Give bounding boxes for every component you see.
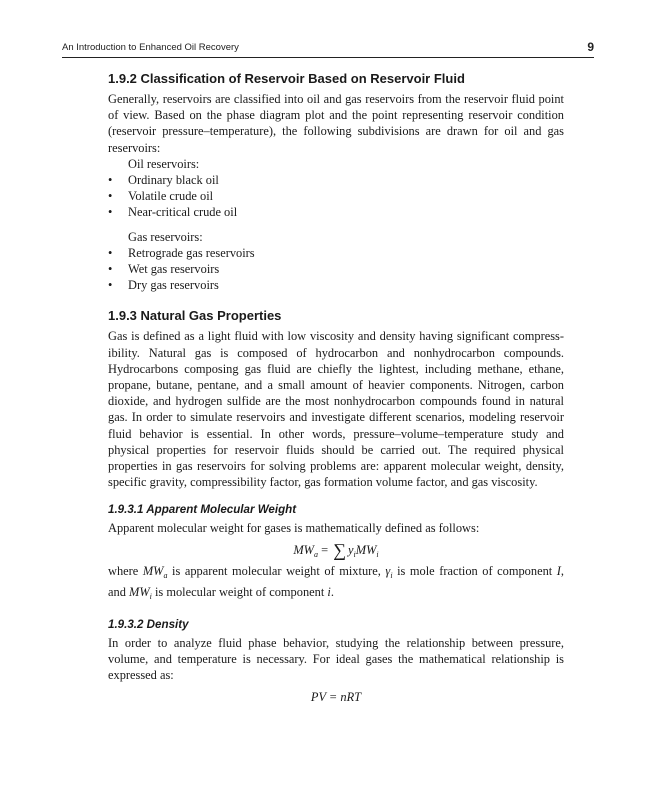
oil-reservoirs-list (108, 172, 564, 221)
heading-1-9-2: 1.9.2 Classification of Reservoir Based on Reservoir Fluid (108, 71, 465, 86)
bullet-icon: • (108, 189, 113, 204)
bullet-icon: • (108, 278, 113, 293)
list-item: • Near-critical crude oil (108, 205, 238, 220)
list-item: • Ordinary black oil (108, 173, 219, 188)
list-item: • Dry gas reservoirs (108, 278, 219, 293)
heading-1-9-3: 1.9.3 Natural Gas Properties (108, 308, 282, 324)
running-head-title: An Introduction to Enhanced Oil Recovery (62, 42, 239, 53)
bullet-icon: • (108, 245, 113, 260)
list-item: • Volatile crude oil (108, 189, 214, 204)
heading-1-9-3-1: 1.9.3.1 Apparent Molecular Weight (108, 503, 297, 517)
bullet-icon: • (108, 262, 113, 277)
running-head (62, 40, 594, 56)
bullet-icon: • (108, 173, 113, 188)
list-item: • Retrograde gas reservoirs (108, 245, 255, 260)
main-content (108, 66, 564, 710)
oil-reservoirs-label: Oil reservoirs: (128, 156, 200, 171)
paragraph-where-definitions: where $MW_a$ is apparent molecular weight of mixture, $\gamma_i$ is mole fraction of component I, and $MW_i$ is molecular weight of component i. (108, 563, 564, 601)
paragraph-apparent-mw-intro: Apparent molecular weight for gases is mathematically defined as follows: (108, 521, 480, 536)
paragraph-classification-intro: Generally, reservoirs are classified into oil and gas reservoirs from the reservoir fluid point of view. Based on the phase diagram plot and the point representing reservoir condition (reservoir pressure–temperature), the following subdivisions are drawn for oil and gas reservoirs: (108, 92, 564, 155)
bullet-icon: • (108, 205, 113, 220)
sigma-symbol: ∑ (333, 539, 347, 560)
heading-1-9-3-2: 1.9.3.2 Density (108, 618, 189, 632)
header-rule (62, 57, 594, 58)
equation-apparent-mw: $MW_a$ = ∑ $y_iMW_i$ (293, 539, 379, 560)
list-item: • Wet gas reservoirs (108, 262, 220, 277)
paragraph-density: In order to analyze fluid phase behavior, studying the relationship between pressure, volume, and temperature is necessary. For ideal gases the mathematical relationship is expressed as: (108, 636, 564, 683)
gas-reservoirs-label: Gas reservoirs: (128, 229, 203, 244)
equation-ideal-gas: PV = nRT (310, 689, 362, 704)
gas-reservoirs-list (108, 245, 564, 294)
page-number: 9 (587, 40, 594, 54)
paragraph-natural-gas: Gas is defined as a light fluid with low viscosity and density having significant compressibility. Natural gas is composed of hydrocarbon and nonhydrocarbon compounds. Hydrocarbons composing gas fluid are chiefly the lightest, including methane, ethane, propane, butane, pentane, and a small amount of heavier components. Nitrogen, carbon dioxide, and hydrogen sulfide are the most nonhydrocarbon compounds found in natural gas. In order to simulate reservoirs and investigate different scenarios, modeling reservoir fluid behavior is essential. In other words, pressure–volume–temperature study and physical properties for reservoir fluids should be carried out. The required physical properties in gas reservoirs for solving problems are: apparent molecular weight, density, specific gravity, compressibility factor, gas formation volume factor, and gas viscosity. (108, 329, 564, 490)
